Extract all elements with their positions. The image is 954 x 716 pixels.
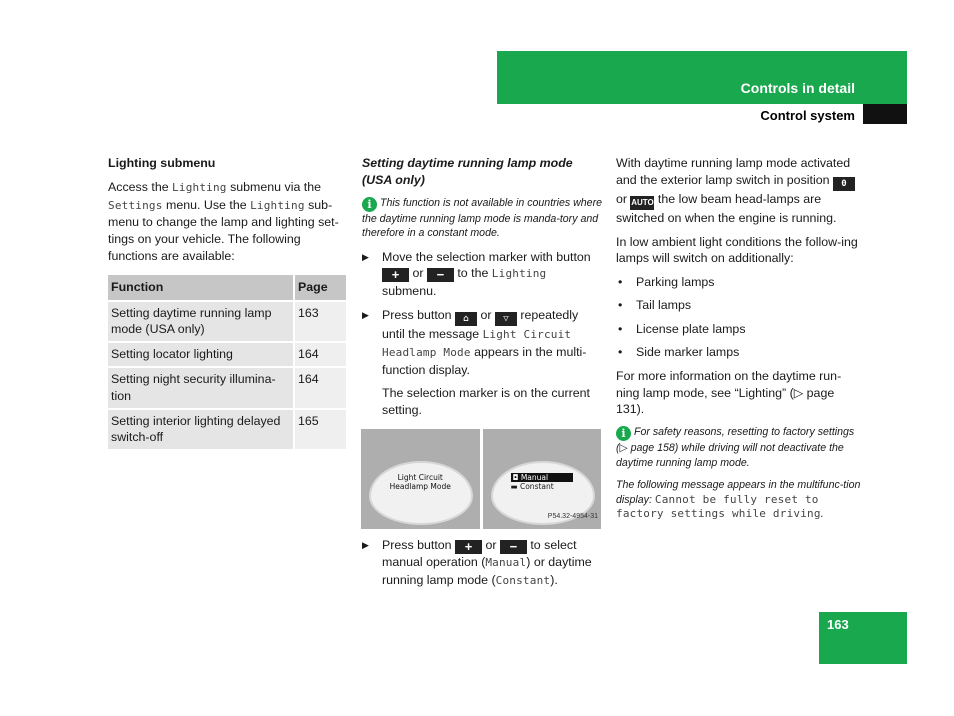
header-marker [863, 104, 907, 124]
intro-paragraph: Access the Lighting submenu via the Settings menu. Use the Lighting sub-menu to change the lamp and lighting set-tings on your vehicle. The following functions are available: [108, 179, 339, 263]
display-right-menu [511, 473, 573, 491]
table-cell-page: 165 [294, 409, 346, 451]
table-row [108, 342, 346, 367]
switch-zero-icon: 0 [833, 177, 855, 191]
lamp-list [616, 274, 861, 361]
table-cell-page: 163 [294, 301, 346, 343]
info-icon: i [362, 197, 377, 212]
page-number-box [819, 612, 907, 664]
column-1 [108, 155, 348, 451]
table-cell-function: Setting daytime running lamp mode (USA only) [108, 301, 294, 343]
info-note: i This function is not available in countries where the daytime running lamp mode is manda-tory and therefore in a constant mode. [362, 196, 602, 240]
minus-button-icon: − [500, 540, 527, 554]
switch-auto-icon: AUTO [630, 196, 654, 210]
minus-button-icon: − [427, 268, 454, 282]
list-item: • Parking lamps [616, 274, 861, 291]
display-left-text: Light Circuit Headlamp Mode [389, 472, 451, 491]
heading-daytime-lamp: Setting daytime running lamp mode (USA only) [362, 156, 573, 187]
arrow-right-icon: ▶ [362, 309, 369, 320]
heading-lighting-submenu: Lighting submenu [108, 156, 216, 170]
step-2-note: The selection marker is on the current setting. [382, 386, 590, 418]
table-cell-function: Setting locator lighting [108, 342, 294, 367]
display-option-selected: ◘ Manual [511, 473, 573, 482]
table-cell-page: 164 [294, 367, 346, 409]
arrow-right-icon: ▶ [362, 539, 369, 550]
column-2 [362, 155, 602, 597]
step-2: ▶ Press button ⌂ or ▽ repeatedly until the message Light Circuit Headlamp Mode appears in the multi-function display. [362, 307, 587, 377]
table-cell-function: Setting interior lighting delayed switch-off [108, 409, 294, 451]
list-item: • Side marker lamps [616, 344, 861, 361]
display-option: ▬ Constant [510, 481, 554, 491]
up-button-icon: ⌂ [455, 312, 477, 326]
plus-button-icon: + [382, 268, 409, 282]
page-number: 163 [827, 617, 849, 632]
table-cell-function: Setting night security illumina-tion [108, 367, 294, 409]
figure-code: P54.32-4954-31 [547, 513, 598, 521]
header-bar [497, 51, 907, 104]
display-panel-right [483, 429, 602, 529]
header-function: Function [108, 275, 294, 301]
info-icon: i [616, 426, 631, 441]
paragraph-more-info: For more information on the daytime run-ning lamp mode, see “Lighting” (▷ page 131). [616, 368, 842, 417]
section-subtitle: Control system [760, 108, 855, 123]
arrow-right-icon: ▶ [362, 251, 369, 262]
info-note-safety: i For safety reasons, resetting to factory settings (▷ page 158) while driving will not deactivate the daytime running lamp mode. [616, 426, 855, 469]
section-title: Controls in detail [740, 80, 855, 97]
table-row [108, 409, 346, 451]
column-3 [616, 155, 861, 530]
plus-button-icon: + [455, 540, 482, 554]
display-illustration [361, 429, 601, 529]
table-row [108, 367, 346, 409]
down-button-icon: ▽ [495, 312, 517, 326]
step-1: ▶ Move the selection marker with button + or − to the Lighting submenu. [362, 249, 591, 299]
table-row [108, 301, 346, 343]
display-panel-left [361, 429, 480, 529]
functions-table [108, 275, 346, 451]
header-sub-row [497, 104, 907, 125]
list-item: • Tail lamps [616, 297, 861, 314]
step-3: ▶ Press button + or − to select manual operation (Manual) or daytime running lamp mode (Constant). [362, 537, 592, 587]
list-item: • License plate lamps [616, 321, 861, 338]
paragraph-activation: With daytime running lamp mode activated and the exterior lamp switch in position 0 or AUTO the low beam head-lamps are switched on when the engine is running. [616, 155, 861, 227]
info-note-message: The following message appears in the multifunc-tion display: Cannot be fully reset to factory settings while driving. [616, 479, 861, 521]
header-page: Page [294, 275, 346, 301]
table-cell-page: 164 [294, 342, 346, 367]
table-header-row [108, 275, 346, 301]
paragraph-ambient: In low ambient light conditions the follow-ing lamps will switch on additionally: [616, 234, 858, 266]
